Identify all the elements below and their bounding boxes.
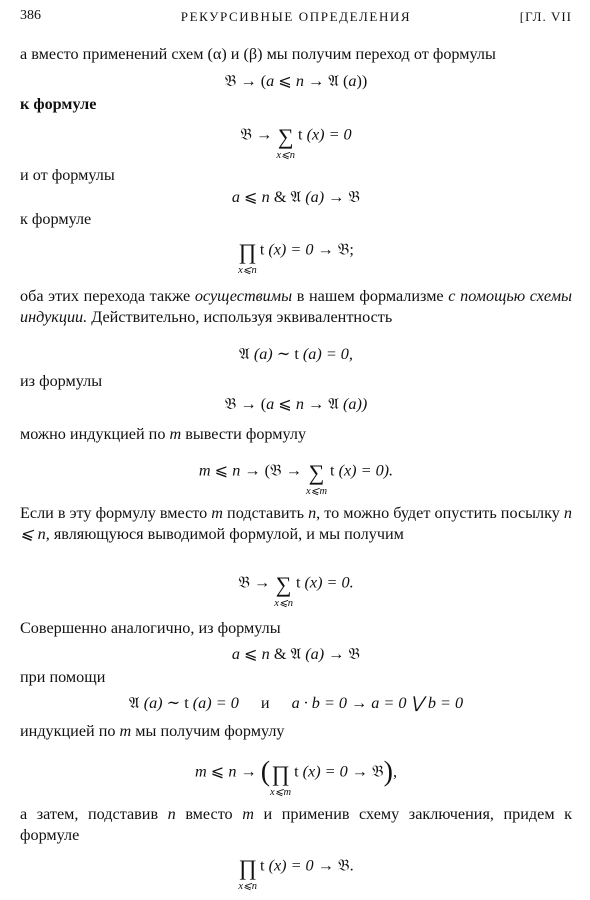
formula: a ⩽ n & 𝔄 (a) → 𝔅: [231, 187, 361, 206]
paragraph: к формуле: [20, 210, 92, 228]
formula: a ⩽ n & 𝔄 (a) → 𝔅: [231, 644, 361, 663]
chapter-label: [ГЛ. VII: [519, 9, 572, 24]
page-number: 386: [20, 8, 41, 23]
product-operator: ∏ x⩽n: [238, 239, 257, 276]
formula: 𝔅 → (a ⩽ n → 𝔄 (a)): [224, 394, 368, 413]
product-operator: ∏ x⩽m: [270, 761, 292, 798]
paragraph: Совершенно аналогично, из формулы: [20, 619, 281, 637]
sum-operator: ∑ x⩽n: [276, 124, 296, 161]
formula: 𝔄 (a) ∼ t (a) = 0 и a · b = 0 → a = 0 ⋁ b = 0: [128, 693, 464, 712]
paragraph: к формуле: [20, 95, 97, 113]
paragraph: а вместо применений схем (α) и (β) мы получим переход от формулы: [20, 45, 496, 63]
formula: 𝔅 → (a ⩽ n → 𝔄 (a)): [224, 71, 368, 90]
paragraph: можно индукцией по m вывести формулу: [20, 425, 307, 443]
paragraph: при помощи: [20, 668, 106, 686]
paragraph: и от формулы: [20, 166, 115, 184]
paragraph: а затем, подставив n вместо m и применив схему заключения, придем к формуле: [20, 805, 572, 844]
formula: m ⩽ n → ( ∏ x⩽m t (x) = 0 → 𝔅),: [194, 756, 398, 798]
sum-operator: ∑ x⩽n: [274, 572, 293, 609]
formula: ∏ x⩽n t (x) = 0 → 𝔅;: [238, 239, 354, 276]
paragraph: из формулы: [20, 372, 103, 390]
formula: m ⩽ n → (𝔅 → ∑ x⩽m t (x) = 0).: [198, 460, 394, 497]
paragraph: Если в эту формулу вместо m подставить n, то можно будет опустить посылку n ⩽ n, являющуюся выводимой формулой, и мы получим: [20, 504, 572, 543]
running-title: РЕКУРСИВНЫЕ ОПРЕДЕЛЕНИЯ: [180, 9, 412, 24]
formula: ∏ x⩽n t (x) = 0 → 𝔅.: [238, 855, 354, 892]
formula: 𝔄 (a) ∼ t (a) = 0,: [239, 344, 353, 363]
formula: 𝔅 → ∑ x⩽n t (x) = 0.: [238, 572, 354, 609]
paragraph: индукцией по m мы получим формулу: [20, 722, 285, 740]
page-header: [20, 5, 572, 25]
formula: 𝔅 → ∑ x⩽n t (x) = 0: [240, 124, 352, 161]
sum-operator: ∑ x⩽m: [306, 460, 328, 497]
product-operator: ∏ x⩽n: [238, 855, 258, 892]
paragraph: оба этих перехода также осуществимы в нашем формализме с помощью схемы индукции. Действительно, используя эквивалентность: [20, 287, 572, 326]
